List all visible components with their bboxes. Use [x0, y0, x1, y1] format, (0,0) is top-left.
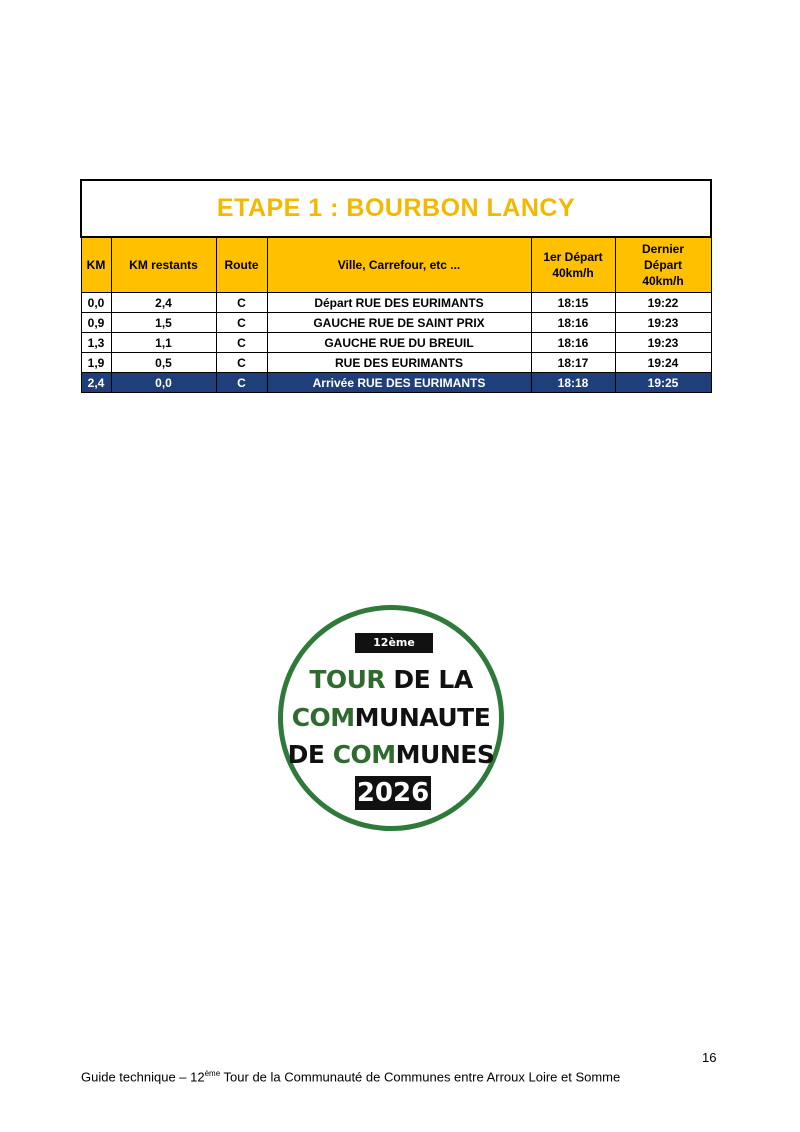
logo-line-3-rest: MUNES — [395, 740, 495, 769]
cell-dernier-depart: 19:22 — [615, 293, 711, 313]
table-row — [81, 293, 711, 313]
cell-dernier-depart: 19:23 — [615, 313, 711, 333]
header-premier-depart-line1: 1er Départ — [543, 250, 603, 264]
header-km-restants: KM restants — [111, 237, 216, 293]
cell-ville: Départ RUE DES EURIMANTS — [267, 293, 531, 313]
cell-km: 2,4 — [81, 373, 111, 393]
cell-km-restants: 0,0 — [111, 373, 216, 393]
cell-km-restants: 1,5 — [111, 313, 216, 333]
cell-dernier-depart: 19:24 — [615, 353, 711, 373]
cell-premier-depart: 18:18 — [531, 373, 615, 393]
cell-km-restants: 0,5 — [111, 353, 216, 373]
logo-line-3-start: DE — [287, 740, 333, 769]
header-dernier-depart-line1: Dernier — [641, 242, 685, 256]
logo-line-1 — [283, 665, 499, 695]
cell-km: 0,9 — [81, 313, 111, 333]
table-row — [81, 313, 711, 333]
cell-ville: GAUCHE RUE DU BREUIL — [267, 333, 531, 353]
table-header-row — [81, 237, 711, 293]
footer-text-start: Guide technique – 12 — [81, 1069, 205, 1085]
table-row — [81, 333, 711, 353]
logo-line-3-green: COM — [332, 740, 396, 769]
footer-text-end: Tour de la Communauté de Communes entre Arroux Loire et Somme — [220, 1069, 621, 1085]
footer-superscript: ème — [204, 1069, 221, 1078]
cell-route: C — [216, 373, 267, 393]
header-dernier-depart — [615, 237, 711, 293]
cell-km-restants: 2,4 — [111, 293, 216, 313]
table-row — [81, 353, 711, 373]
logo-line-3 — [283, 740, 499, 770]
cell-km: 1,3 — [81, 333, 111, 353]
cell-premier-depart: 18:17 — [531, 353, 615, 373]
header-dernier-depart-line2: Départ — [643, 258, 682, 272]
cell-ville: GAUCHE RUE DE SAINT PRIX — [267, 313, 531, 333]
logo-line-2 — [283, 703, 499, 733]
logo-year-badge: 2026 — [356, 778, 430, 808]
cell-km-restants: 1,1 — [111, 333, 216, 353]
page-footer — [81, 1069, 620, 1084]
table-row-arrival — [81, 373, 711, 393]
event-logo — [278, 605, 504, 831]
cell-km: 1,9 — [81, 353, 111, 373]
header-route: Route — [216, 237, 267, 293]
logo-line-1-green: TOUR — [309, 665, 386, 694]
cell-ville: RUE DES EURIMANTS — [267, 353, 531, 373]
header-dernier-depart-line3: 40km/h — [642, 274, 684, 288]
header-premier-depart-line2: 40km/h — [552, 266, 594, 280]
cell-route: C — [216, 313, 267, 333]
header-premier-depart — [531, 237, 615, 293]
stage-table — [80, 179, 712, 393]
cell-route: C — [216, 333, 267, 353]
cell-ville: Arrivée RUE DES EURIMANTS — [267, 373, 531, 393]
cell-premier-depart: 18:15 — [531, 293, 615, 313]
stage-title: ETAPE 1 : BOURBON LANCY — [81, 180, 711, 237]
header-ville: Ville, Carrefour, etc ... — [267, 237, 531, 293]
header-km: KM — [81, 237, 111, 293]
cell-route: C — [216, 293, 267, 313]
cell-dernier-depart: 19:25 — [615, 373, 711, 393]
page-number: 16 — [702, 1050, 717, 1065]
logo-line-2-green: COM — [291, 703, 355, 732]
cell-km: 0,0 — [81, 293, 111, 313]
cell-dernier-depart: 19:23 — [615, 333, 711, 353]
logo-edition-badge: 12ème EDITION — [355, 633, 433, 653]
logo-line-1-rest: DE LA — [385, 665, 473, 694]
cell-route: C — [216, 353, 267, 373]
cell-premier-depart: 18:16 — [531, 313, 615, 333]
cell-premier-depart: 18:16 — [531, 333, 615, 353]
logo-line-2-rest: MUNAUTE — [354, 703, 491, 732]
